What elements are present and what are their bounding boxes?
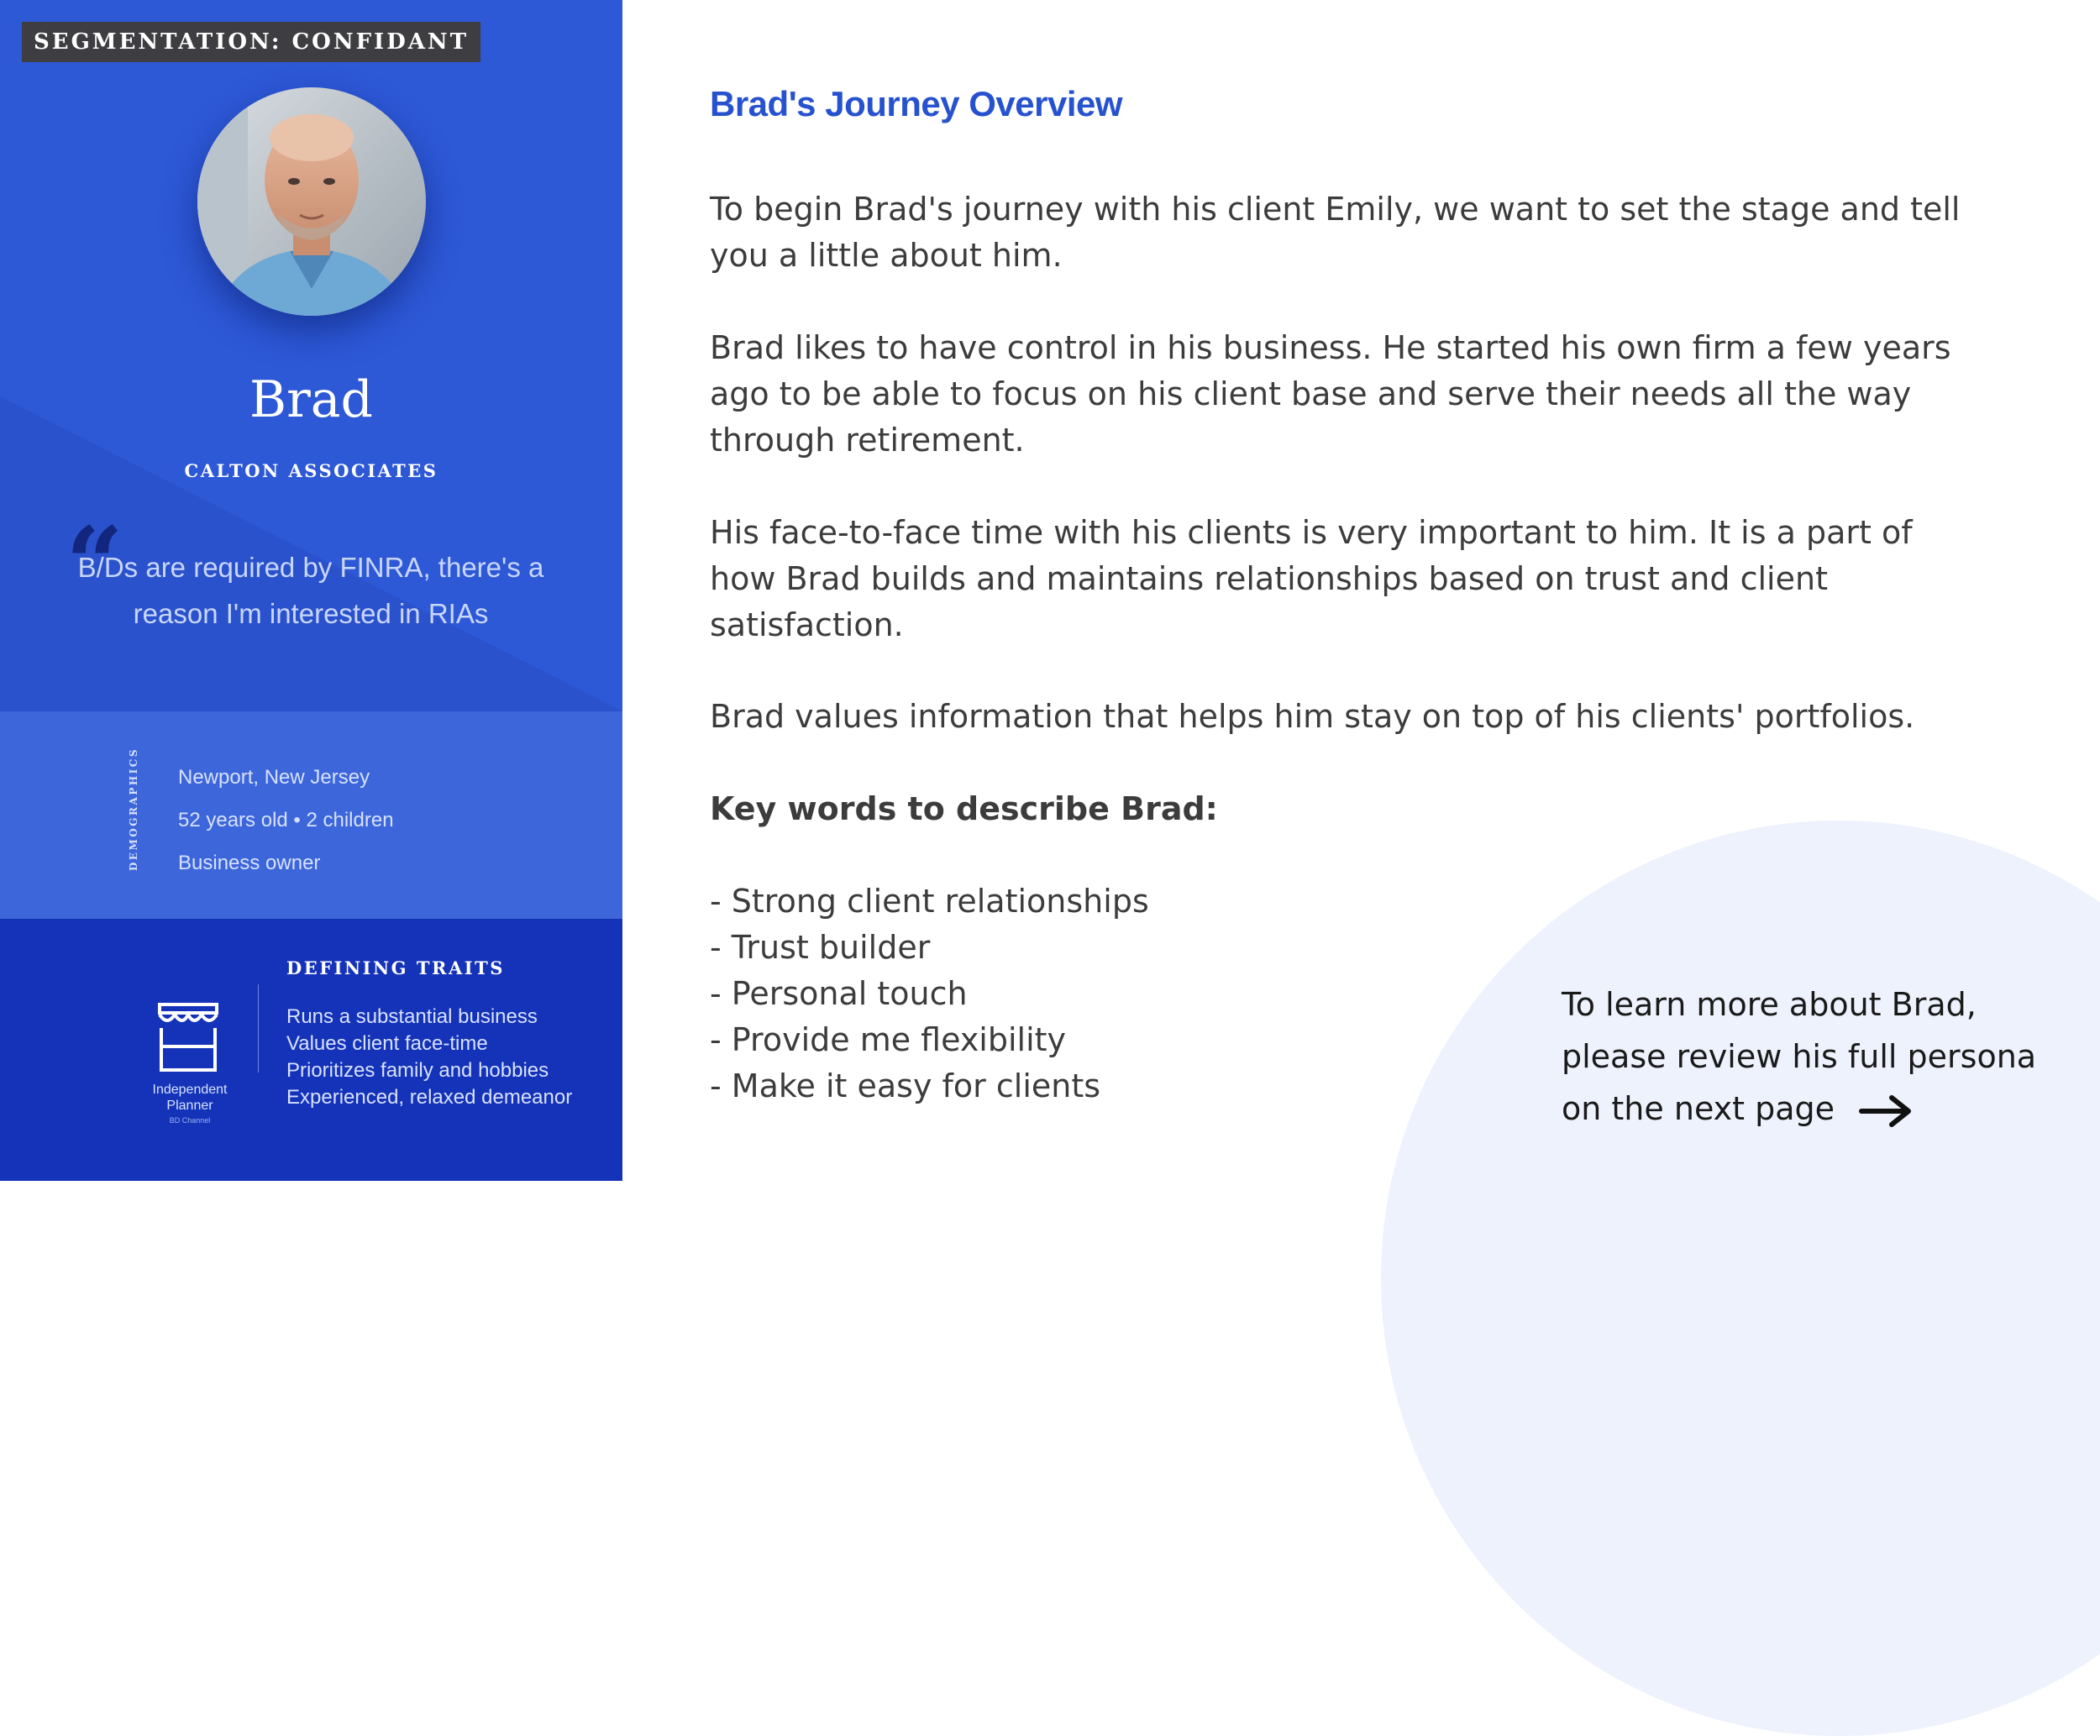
traits-title: DEFINING TRAITS bbox=[286, 957, 505, 978]
trait-item: Experienced, relaxed demeanor bbox=[286, 1086, 573, 1109]
overview-title: Brad's Journey Overview bbox=[710, 84, 1123, 123]
demographic-age: 52 years old • 2 children bbox=[178, 809, 394, 831]
channel-sub-label: BD Channel bbox=[169, 1116, 211, 1125]
keywords-title: Key words to describe Brad: bbox=[710, 790, 1218, 827]
trait-item: Values client face-time bbox=[286, 1032, 488, 1055]
keyword-item: - Trust builder bbox=[710, 929, 931, 966]
demographic-occupation: Business owner bbox=[178, 852, 321, 874]
demographic-location: Newport, New Jersey bbox=[178, 766, 370, 789]
keywords-list bbox=[710, 878, 1149, 1109]
overview-paragraph-values: Brad values information that helps him stay on top of his clients' portfolios. bbox=[710, 698, 1915, 735]
traits-divider bbox=[258, 984, 259, 1073]
overview-paragraph-control: Brad likes to have control in his business. He started his own firm a few years ago to be able to focus on his client base and serve their needs all the way through retirement. bbox=[710, 329, 1951, 459]
persona-name: Brad bbox=[249, 370, 373, 429]
overview-paragraph-face-time: His face-to-face time with his clients is very important to him. It is a part of how Brad builds and maintains relationships based on trust and client satisfaction. bbox=[710, 514, 1913, 643]
quote-icon: “ bbox=[66, 505, 124, 623]
overview-paragraph-intro: To begin Brad's journey with his client Emily, we want to set the stage and tell you a little about him. bbox=[710, 191, 1961, 274]
demographics-label: DEMOGRAPHICS bbox=[128, 747, 139, 871]
trait-item: Runs a substantial business bbox=[286, 1005, 538, 1028]
learn-more-line: please review his full persona bbox=[1562, 1038, 2037, 1075]
keyword-item: - Personal touch bbox=[710, 975, 968, 1012]
traits-list bbox=[286, 1004, 572, 1111]
learn-more-line: To learn more about Brad, bbox=[1562, 986, 1977, 1023]
learn-more-callout bbox=[1562, 978, 2066, 1135]
keyword-item: - Strong client relationships bbox=[710, 883, 1149, 920]
learn-more-line: on the next page bbox=[1562, 1090, 1835, 1127]
keyword-item: - Provide me flexibility bbox=[710, 1021, 1067, 1058]
keyword-item: - Make it easy for clients bbox=[710, 1067, 1101, 1104]
learn-more-last-line bbox=[1562, 1083, 2066, 1135]
persona-company: CALTON ASSOCIATES bbox=[184, 460, 438, 481]
store-icon bbox=[155, 1001, 222, 1073]
trait-item: Prioritizes family and hobbies bbox=[286, 1059, 549, 1082]
decorative-circle bbox=[1381, 821, 2100, 1736]
segmentation-badge: SEGMENTATION: CONFIDANT bbox=[22, 22, 480, 62]
demographics-list bbox=[178, 756, 394, 884]
persona-quote: B/Ds are required by FINRA, there's a reason I'm interested in RIAs bbox=[77, 552, 544, 629]
channel-label: Independent Planner bbox=[152, 1083, 228, 1113]
avatar bbox=[197, 87, 426, 316]
arrow-right-icon[interactable] bbox=[1858, 1094, 1914, 1128]
